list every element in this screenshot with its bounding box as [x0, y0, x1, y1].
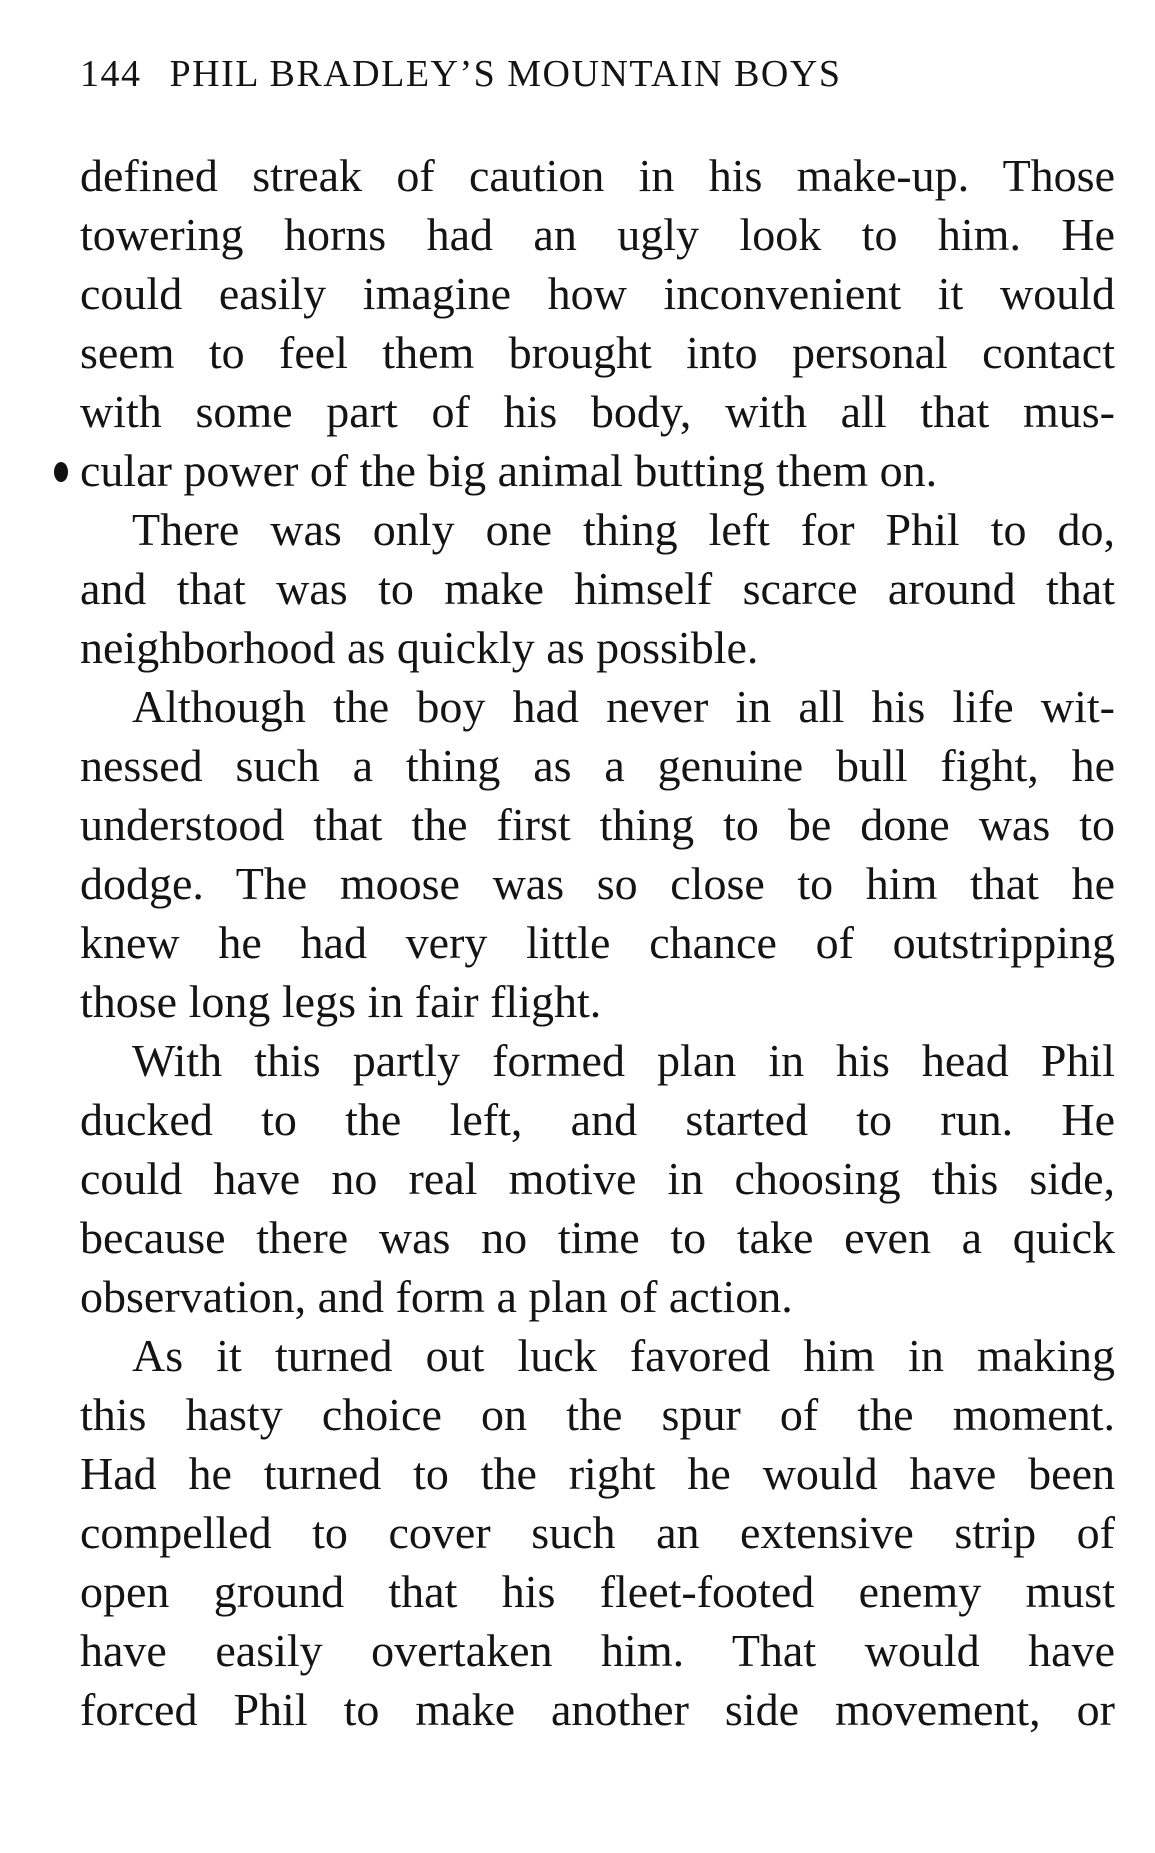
text-line: seem to feel them brought into personal contact — [80, 327, 1115, 378]
text-line: towering horns had an ugly look to him. He — [80, 209, 1115, 260]
text-line: ducked to the left, and started to run. He — [80, 1094, 1115, 1145]
text-line: have easily overtaken him. That would have — [80, 1625, 1115, 1676]
text-line: because there was no time to take even a quick — [80, 1212, 1115, 1263]
text-line: As it turned out luck favored him in making — [132, 1330, 1115, 1381]
text-line: open ground that his fleet-footed enemy must — [80, 1566, 1115, 1617]
text-line: could easily imagine how inconvenient it would — [80, 268, 1115, 319]
body-text — [80, 146, 1115, 1739]
text-line: With this partly formed plan in his head Phil — [132, 1035, 1115, 1086]
text-line: understood that the first thing to be done was to — [80, 799, 1115, 850]
text-line: could have no real motive in choosing this side, — [80, 1153, 1115, 1204]
page-number: 144 — [80, 53, 142, 95]
running-title: PHIL BRADLEY’S MOUNTAIN BOYS — [169, 53, 842, 95]
text-line: Had he turned to the right he would have been — [80, 1448, 1115, 1499]
running-head — [80, 52, 1040, 102]
text-line: neighborhood as quickly as possible. — [80, 622, 759, 673]
text-line: with some part of his body, with all that mus- — [80, 386, 1115, 437]
text-line: nessed such a thing as a genuine bull fight, he — [80, 740, 1115, 791]
text-line: knew he had very little chance of outstripping — [80, 917, 1115, 968]
text-line: defined streak of caution in his make-up. Those — [80, 150, 1115, 201]
text-line: those long legs in fair flight. — [80, 976, 602, 1027]
text-line: forced Phil to make another side movement, or — [80, 1684, 1115, 1735]
text-line: compelled to cover such an extensive strip of — [80, 1507, 1115, 1558]
ink-blot — [54, 462, 68, 482]
text-line: Although the boy had never in all his life wit- — [132, 681, 1115, 732]
text-line: dodge. The moose was so close to him that he — [80, 858, 1115, 909]
text-line: There was only one thing left for Phil to do, — [132, 504, 1115, 555]
text-line: observation, and form a plan of action. — [80, 1271, 793, 1322]
text-line: this hasty choice on the spur of the moment. — [80, 1389, 1115, 1440]
text-line: cular power of the big animal butting them on. — [80, 445, 938, 496]
text-line: and that was to make himself scarce around that — [80, 563, 1115, 614]
